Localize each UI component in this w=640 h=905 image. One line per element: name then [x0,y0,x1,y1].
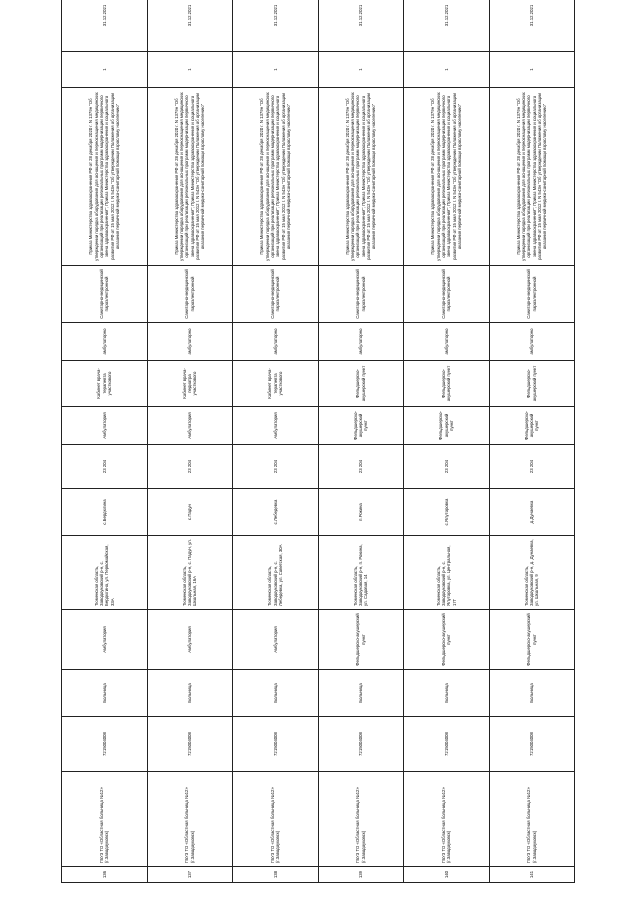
cell-unit-name: Амбулатория [233,610,319,670]
cell-okato-code: 23 204 [489,445,575,489]
cell-organization-type: Больница [62,670,148,717]
cell-order-reference: Приказ Министерства здравоохранения РФ от 28 декабря 2020 г. N 1379н "Об утверждении порядка оборудования для оснащения и переоснащения медицинских организаций при реализации региональных программ модернизации первичного звена здравоохранения"; Приказ Министерства здравоохранения и социального развития РФ от 15 мая 2012 г. N 543н "Об утверждении Положения об организации оказания первичной медико-санитарной помощи взрослому населению" [318,88,404,266]
cell-settlement: д.Дунаевка [489,489,575,536]
cell-unit-address: Тюменская область, Заводоуковский р-н, с. Бердюгина, ул. Первомайская, 33А [62,536,148,610]
register-table [61,0,575,883]
cell-okato-code: 23 204 [147,445,233,489]
cell-care-profile: Санитарно-медицинской пароэлектронной [233,266,319,323]
cell-organization-code: 7215004008 [62,717,148,772]
cell-unit-address: Тюменская область, Заводоуковский р-н, с. Лебедевка, ул. Советская, 30А [233,536,319,610]
cell-unit-name: Амбулатория [147,610,233,670]
cell-order-reference: Приказ Министерства здравоохранения РФ от 28 декабря 2020 г. N 1379н "Об утверждении порядка оборудования для оснащения и переоснащения медицинских организаций при реализации региональных программ модернизации первичного звена здравоохранения"; Приказ Министерства здравоохранения и социального развития РФ от 15 мая 2012 г. N 543н "Об утверждении Положения об организации оказания первичной медико-санитарной помощи взрослому населению" [147,88,233,266]
cell-settlement: с.Лебедевка [233,489,319,536]
cell-order-reference: Приказ Министерства здравоохранения РФ от 28 декабря 2020 г. N 1379н "Об утверждении порядка оборудования для оснащения и переоснащения медицинских организаций при реализации региональных программ модернизации первичного звена здравоохранения"; Приказ Министерства здравоохранения и социального развития РФ от 15 мая 2012 г. N 543н "Об утверждении Положения об организации оказания первичной медико-санитарной помощи взрослому населению" [489,88,575,266]
cell-room-type: Фельдшерско-акушерский пункт [318,361,404,407]
cell-unit-kind: Фельдшерско-акушерский пункт [404,407,490,445]
cell-unit-name: Фельдшерско-акушерский пункт [404,610,490,670]
cell-quantity: 1 [233,52,319,88]
cell-organization-name: ГБУЗ ТО «Областная больница №12» (г.Заводоуковск) [404,772,490,867]
cell-unit-kind: Амбулатория [233,407,319,445]
cell-organization-code: 7215004008 [318,717,404,772]
cell-care-profile: Санитарно-медицинской пароэлектронной [489,266,575,323]
cell-organization-type: Больница [404,670,490,717]
cell-unit-address: Тюменская область, Заводоуковский р-н, с. Ялуторовка, ул. Центральная, 17Г [404,536,490,610]
cell-care-form: амбулаторно [62,323,148,361]
cell-care-profile: Санитарно-медицинской пароэлектронной [318,266,404,323]
cell-deadline-date: 31.12.2021 [404,0,490,52]
cell-row-number: 141 [489,867,575,883]
cell-organization-name: ГБУЗ ТО «Областная больница №12» (г.Заводоуковск) [147,772,233,867]
cell-unit-kind: Фельдшерско-акушерский пункт [489,407,575,445]
cell-organization-code: 7215004008 [489,717,575,772]
cell-quantity: 1 [318,52,404,88]
cell-settlement: с.Ялуторовка [404,489,490,536]
cell-quantity: 1 [147,52,233,88]
cell-unit-kind: Амбулатория [62,407,148,445]
cell-room-type: Кабинет врача-педиатра участкового [147,361,233,407]
cell-care-form: амбулаторно [489,323,575,361]
cell-order-reference: Приказ Министерства здравоохранения РФ от 28 декабря 2020 г. N 1379н "Об утверждении порядка оборудования для оснащения и переоснащения медицинских организаций при реализации региональных программ модернизации первичного звена здравоохранения"; Приказ Министерства здравоохранения и социального развития РФ от 15 мая 2012 г. N 543н "Об утверждении Положения об организации оказания первичной медико-санитарной помощи взрослому населению" [404,88,490,266]
cell-row-number: 136 [62,867,148,883]
cell-unit-name: Фельдшерско-акушерский пункт [318,610,404,670]
cell-row-number: 139 [318,867,404,883]
cell-okato-code: 23 204 [318,445,404,489]
cell-settlement: с.Бердюгина [62,489,148,536]
cell-organization-code: 7215004008 [233,717,319,772]
cell-organization-type: Больница [318,670,404,717]
table-row [489,0,575,883]
cell-deadline-date: 31.12.2021 [62,0,148,52]
cell-order-reference: Приказ Министерства здравоохранения РФ от 28 декабря 2020 г. N 1379н "Об утверждении порядка оборудования для оснащения и переоснащения медицинских организаций при реализации региональных программ модернизации первичного звена здравоохранения"; Приказ Министерства здравоохранения и социального развития РФ от 15 мая 2012 г. N 543н "Об утверждении Положения об организации оказания первичной медико-санитарной помощи взрослому населению" [62,88,148,266]
cell-organization-code: 7215004008 [404,717,490,772]
cell-row-number: 140 [404,867,490,883]
cell-organization-name: ГБУЗ ТО «Областная больница №12» (г.Заводоуковск) [233,772,319,867]
cell-deadline-date: 31.12.2021 [489,0,575,52]
cell-unit-kind: Фельдшерско-акушерский пункт [318,407,404,445]
cell-care-profile: Санитарно-медицинской пароэлектронной [404,266,490,323]
cell-okato-code: 23 204 [62,445,148,489]
cell-row-number: 137 [147,867,233,883]
cell-care-form: амбулаторно [233,323,319,361]
cell-settlement: с.Падун [147,489,233,536]
cell-deadline-date: 31.12.2021 [318,0,404,52]
cell-organization-code: 7215004008 [147,717,233,772]
cell-unit-address: Тюменская область, Заводоуковский р-н, п. Рокина, ул. Садовая, 14 [318,536,404,610]
cell-care-form: амбулаторно [404,323,490,361]
cell-organization-type: Больница [147,670,233,717]
cell-room-type: Фельдшерско-акушерский пункт [489,361,575,407]
table-row [318,0,404,883]
cell-unit-address: Тюменская область, Заводоуковский р-н, д. Дунаевка, ул. Школьная, 9 [489,536,575,610]
register-table-body [62,0,575,883]
cell-organization-name: ГБУЗ ТО «Областная больница №12» (г.Заводоуковск) [62,772,148,867]
cell-room-type: Фельдшерско-акушерский пункт [404,361,490,407]
cell-unit-address: Тюменская область, Заводоуковский р-н, с. Падун, ул. Школьная, 16А [147,536,233,610]
cell-organization-type: Больница [489,670,575,717]
cell-care-profile: Санитарно-медицинской пароэлектронной [62,266,148,323]
cell-deadline-date: 31.12.2021 [147,0,233,52]
cell-organization-name: ГБУЗ ТО «Областная больница №12» (г.Заводоуковск) [489,772,575,867]
cell-unit-kind: Амбулатория [147,407,233,445]
cell-settlement: п.Рокина [318,489,404,536]
cell-organization-name: ГБУЗ ТО «Областная больница №12» (г.Заводоуковск) [318,772,404,867]
cell-order-reference: Приказ Министерства здравоохранения РФ от 28 декабря 2020 г. N 1379н "Об утверждении порядка оборудования для оснащения и переоснащения медицинских организаций при реализации региональных программ модернизации первичного звена здравоохранения"; Приказ Министерства здравоохранения и социального развития РФ от 15 мая 2012 г. N 543н "Об утверждении Положения об организации оказания первичной медико-санитарной помощи взрослому населению" [233,88,319,266]
table-row [404,0,490,883]
cell-quantity: 1 [62,52,148,88]
cell-care-form: амбулаторно [318,323,404,361]
cell-unit-name: Фельдшерско-акушерский пункт [489,610,575,670]
cell-okato-code: 23 204 [233,445,319,489]
table-row [147,0,233,883]
table-row [233,0,319,883]
cell-care-profile: Санитарно-медицинской пароэлектронной [147,266,233,323]
cell-quantity: 1 [404,52,490,88]
cell-unit-name: Амбулатория [62,610,148,670]
cell-room-type: Кабинет врача-терапевта участкового [62,361,148,407]
cell-row-number: 138 [233,867,319,883]
cell-quantity: 1 [489,52,575,88]
cell-care-form: амбулаторно [147,323,233,361]
cell-organization-type: Больница [233,670,319,717]
table-row [62,0,148,883]
cell-okato-code: 23 204 [404,445,490,489]
cell-room-type: Кабинет врача-терапевта участкового [233,361,319,407]
cell-deadline-date: 31.12.2021 [233,0,319,52]
